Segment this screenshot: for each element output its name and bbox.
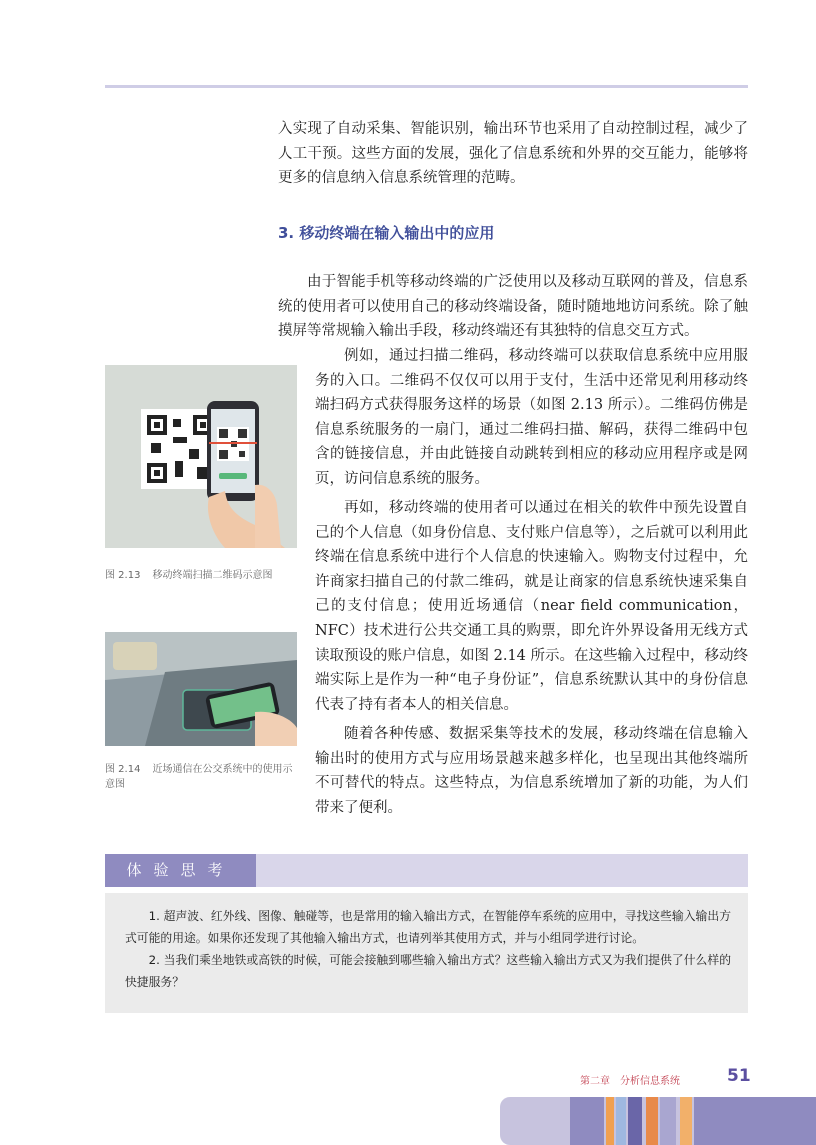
figure-caption-text: 移动终端扫描二维码示意图 bbox=[152, 570, 273, 581]
thinking-item-2: 2. 当我们乘坐地铁或高铁的时候，可能会接触到哪些输入输出方式？这些输入输出方式又为我们提供了什么样的快捷服务？ bbox=[125, 953, 731, 989]
nfc-illustration bbox=[105, 632, 297, 746]
figure-caption-2-13 bbox=[105, 568, 299, 583]
figure-number: 图 2.14 bbox=[105, 764, 141, 775]
figure-number: 图 2.13 bbox=[105, 570, 141, 581]
thinking-header-bar bbox=[105, 854, 748, 887]
thinking-box bbox=[105, 893, 748, 1013]
figure-caption-text: 近场通信在公交系统中的使用示意图 bbox=[105, 764, 293, 790]
decorative-stripes bbox=[500, 1097, 816, 1145]
figure-nfc-bus bbox=[105, 632, 297, 746]
section-heading bbox=[278, 222, 494, 243]
paragraph-personal-info: 再如，移动终端的使用者可以通过在相关的软件中预先设置自己的个人信息（如身份信息、支付账户信息等），之后就可以利用此终端在信息系统中进行个人信息的快速输入。购物支付过程中，允许商家扫描自己的付款二维码，就是让商家的信息系统快速采集自己的支付信息；使用近场通信（near field communication，NFC）技术进行公共交通工具的购票，即允许外界设备用无线方式读取预设的账户信息，如图 2.14 所示。在这些输入过程中，移动终端实际上是作为一种“电子身份证”，信息系统默认其中的身份信息代表了持有者本人的相关信息。 bbox=[315, 500, 749, 713]
figure-qr-scan bbox=[105, 365, 297, 548]
page-number: 51 bbox=[727, 1066, 751, 1086]
section-title: 移动终端在输入输出中的应用 bbox=[299, 224, 495, 242]
qr-scan-illustration bbox=[105, 365, 297, 548]
figure-caption-2-14 bbox=[105, 762, 299, 792]
paragraph-development: 随着各种传感、数据采集等技术的发展，移动终端在信息输入输出时的使用方式与应用场景越来越多样化，也呈现出其他终端所不可替代的特点。这些特点，为信息系统增加了新的功能，为人们带来了便利。 bbox=[315, 726, 748, 816]
intro-paragraph: 入实现了自动采集、智能识别，输出环节也采用了自动控制过程，减少了人工干预。这些方面的发展，强化了信息系统和外界的交互能力，能够将更多的信息纳入信息系统管理的范畴。 bbox=[278, 121, 748, 187]
paragraph-qr-code: 例如，通过扫描二维码，移动终端可以获取信息系统中应用服务的入口。二维码不仅仅可以用于支付，生活中还常见利用移动终端扫码方式获得服务这样的场景（如图 2.13 所示）。二维码仿佛是信息系统服务的一扇门，通过二维码扫描、解码，获得二维码中包含的链接信息，并由此链接自动跳转到相应的移动应用程序或是网页，访问信息系统的服务。 bbox=[315, 348, 748, 487]
thinking-title: 体验思考 bbox=[105, 854, 256, 887]
section-number: 3. bbox=[278, 224, 295, 242]
top-divider bbox=[105, 85, 748, 88]
thinking-item-1: 1. 超声波、红外线、图像、触碰等，也是常用的输入输出方式，在智能停车系统的应用中，寻找这些输入输出方式可能的用途。如果你还发现了其他输入输出方式，也请列举其使用方式，并与小组同学进行讨论。 bbox=[125, 909, 731, 945]
paragraph-mobile-usage: 由于智能手机等移动终端的广泛使用以及移动互联网的普及，信息系统的使用者可以使用自己的移动终端设备，随时随地地访问系统。除了触摸屏等常规输入输出手段，移动终端还有其独特的信息交互方式。 bbox=[278, 274, 748, 340]
footer-chapter: 第二章 分析信息系统 bbox=[580, 1076, 680, 1087]
